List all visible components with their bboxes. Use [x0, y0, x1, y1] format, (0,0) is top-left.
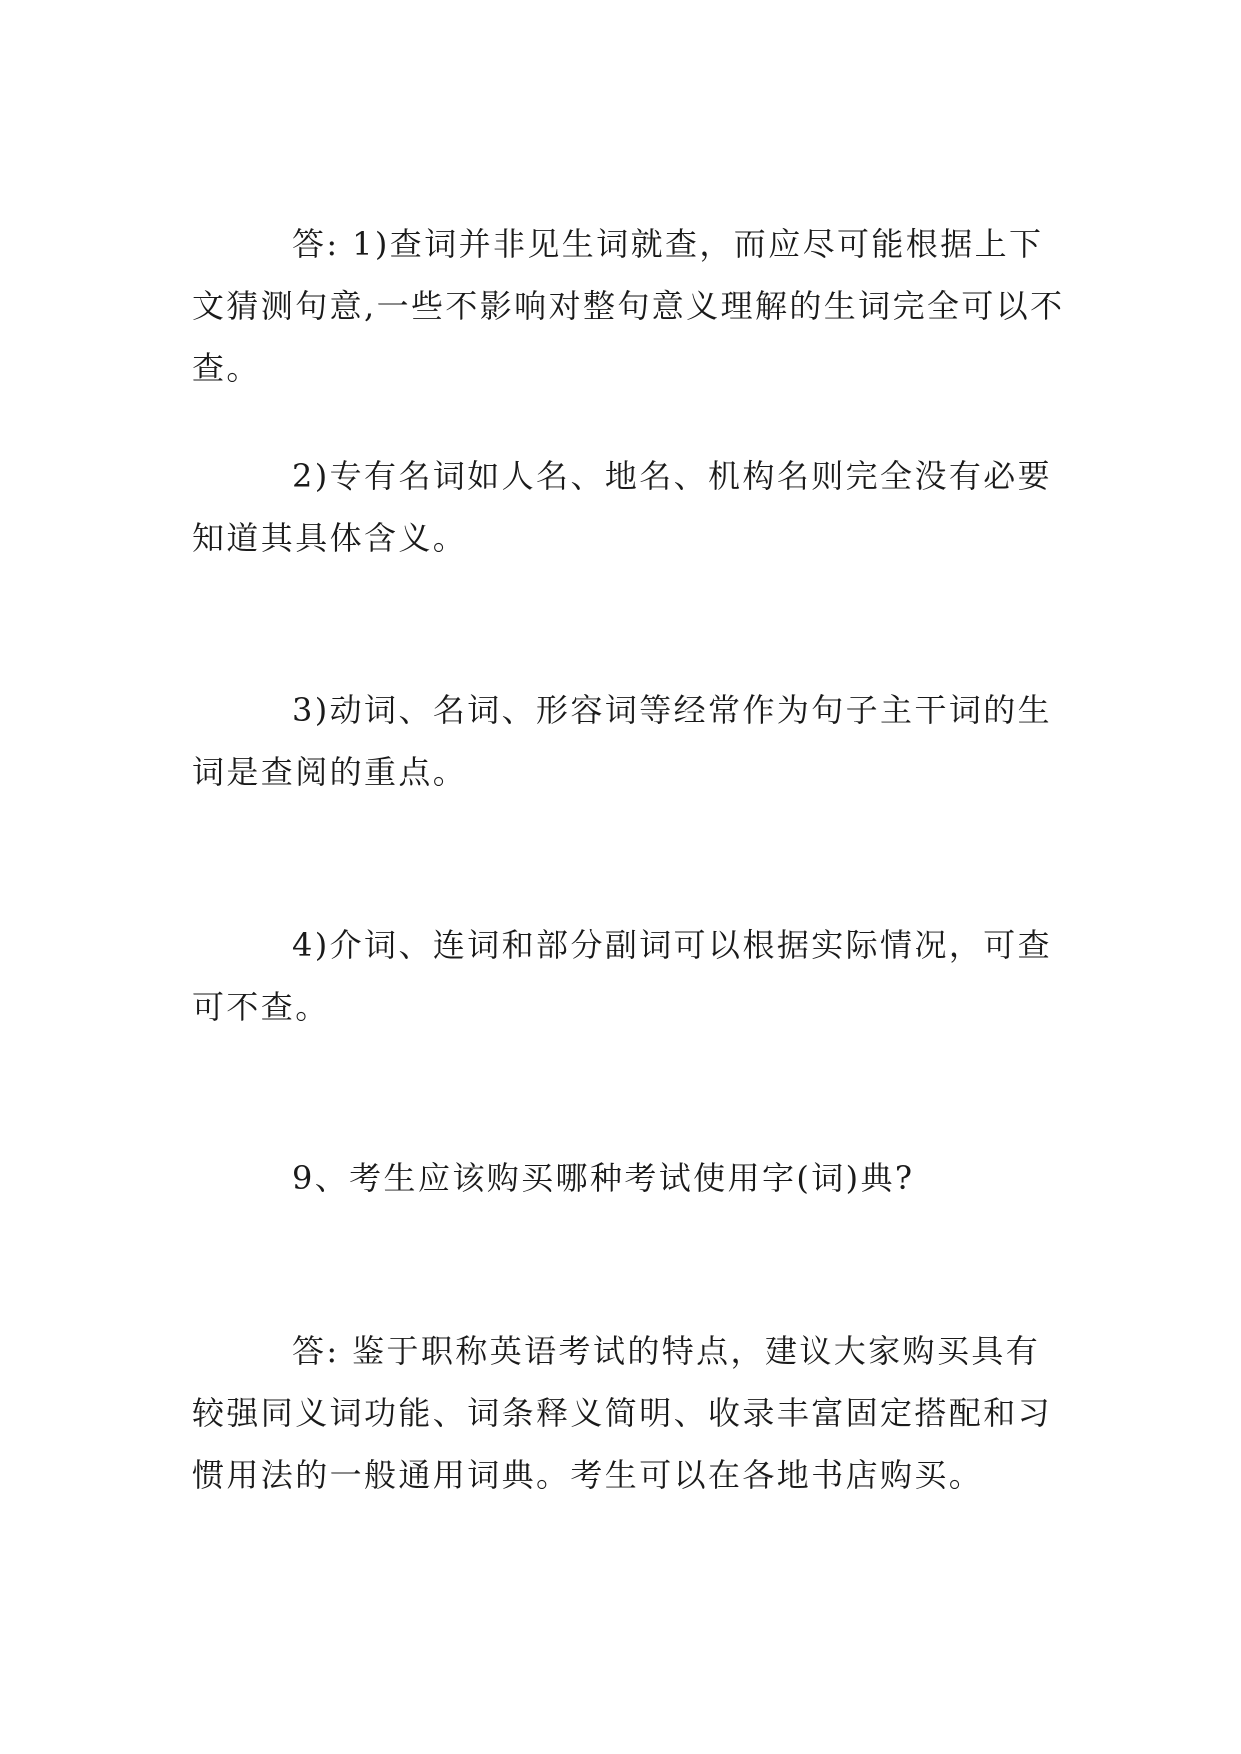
answer-paragraph-3: 3)动词、名词、形容词等经常作为句子主干词的生词是查阅的重点。 [192, 691, 1053, 791]
question-heading-9: 9、考生应该购买哪种考试使用字(词)典? [292, 1159, 915, 1197]
answer-paragraph-2: 2)专有名词如人名、地名、机构名则完全没有必要知道其具体含义。 [192, 457, 1053, 557]
answer-paragraph-9: 答: 鉴于职称英语考试的特点，建议大家购买具有较强同义词功能、词条释义简明、收录丰富固定搭配和习惯用法的一般通用词典。考生可以在各地书店购买。 [192, 1332, 1053, 1494]
answer-paragraph-1: 答: 1)查词并非见生词就查，而应尽可能根据上下文猜测句意,一些不影响对整句意义理解的生词完全可以不查。 [192, 225, 1065, 387]
answer-paragraph-4: 4)介词、连词和部分副词可以根据实际情况，可查可不查。 [192, 926, 1053, 1026]
